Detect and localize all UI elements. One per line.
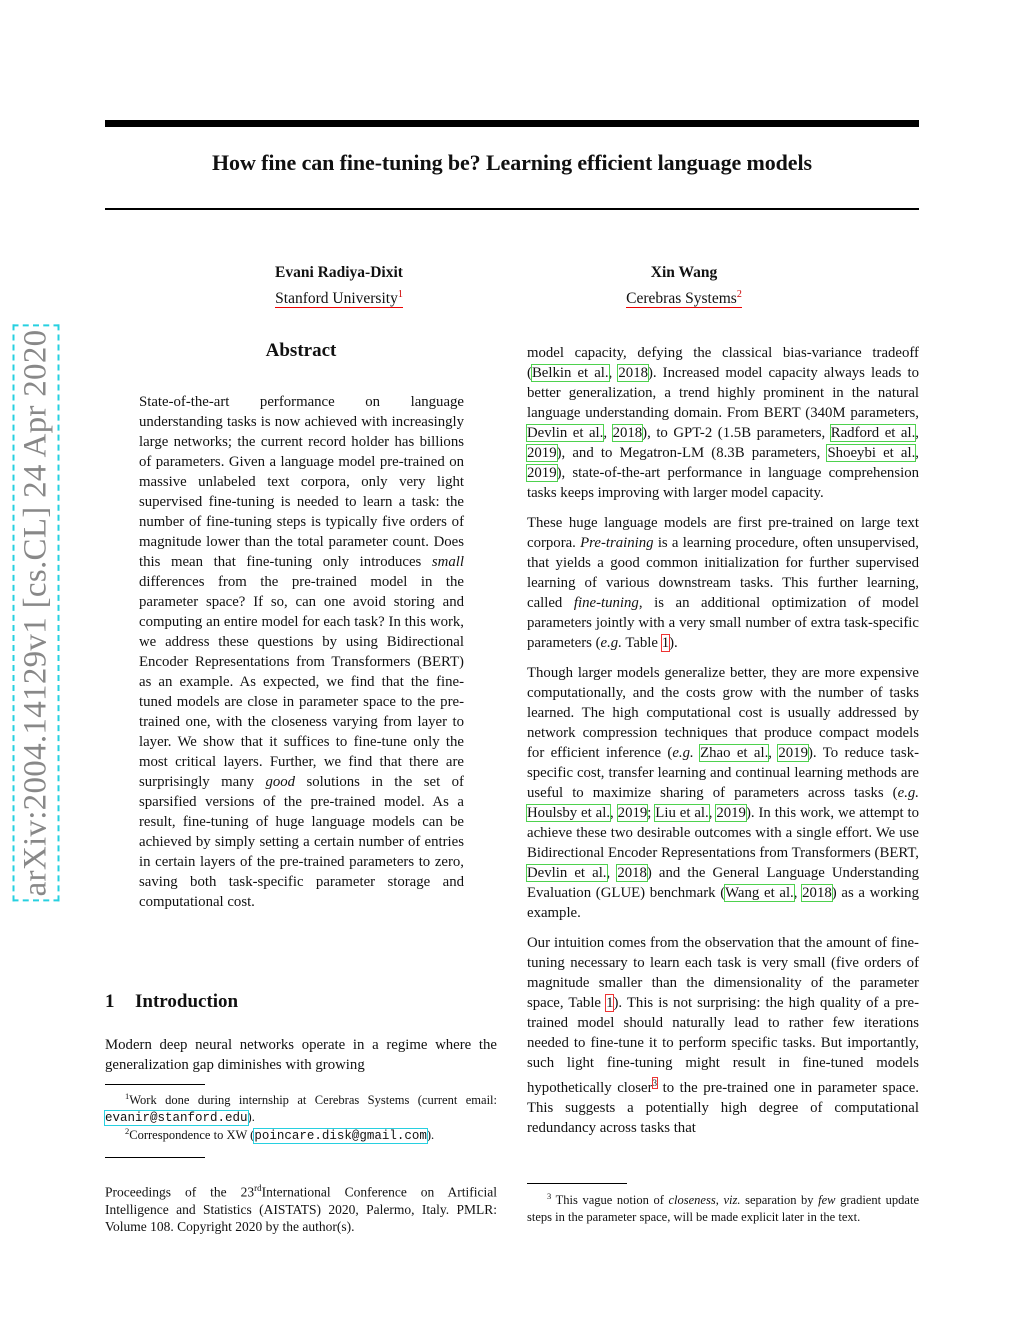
citation-liu[interactable]: Liu et al. (655, 805, 709, 821)
col2-paragraph-4: Our intuition comes from the observation that the amount of fine-tuning necessary to learn each task is very small (five orders of magnitude smaller than the dimensionality of the parameter space, Table 1). This is not surprising: the high quality of a pre-trained model should naturally lead to rather few iterations needed to fine-tune it to perform specific tasks. But importantly, such light fine-tuning might result in fine-tuned models hypothetically closer$^3$ to the pre-trained one in parameter space. This suggests a potentially high degree of computational redundancy across tasks that (527, 935, 919, 1136)
arxiv-sidebar (14, 318, 58, 908)
col2-paragraph-2: These huge language models are first pre-trained on large text corpora. Pre-training is a learning procedure, often unsupervised, that yields a good common initialization for further supervised learning of various downstream tasks. This further learning, called fine-tuning, is an additional optimization of model parameters jointly with a very small number of extra task-specific parameters (e.g. Table 1). (527, 515, 919, 651)
citation-wang[interactable]: Wang et al. (725, 885, 794, 901)
title-top-rule (105, 120, 919, 127)
citation-radford-year[interactable]: 2019 (527, 445, 557, 461)
footnote-3: $^3$ This vague notion of closeness, viz. separation by few gradient update steps in the parameter space, will be made explicit later in the text. (527, 1191, 919, 1225)
table-ref-1[interactable]: 1 (661, 635, 670, 651)
footnote-rule-3 (527, 1183, 627, 1184)
footnote-1: $^1$Work done during internship at Cerebras Systems (current email: evanir@stanford.edu). (105, 1091, 497, 1126)
citation-shoeybi[interactable]: Shoeybi et al. (827, 445, 916, 461)
footnote-2: $^2$Correspondence to XW (poincare.disk@gmail.com). (125, 1126, 435, 1144)
citation-zhao[interactable]: Zhao et al. (700, 745, 769, 761)
footnote-rule-2 (105, 1157, 205, 1158)
citation-belkin[interactable]: Belkin et al. (531, 365, 609, 381)
citation-zhao-year[interactable]: 2019 (778, 745, 808, 761)
citation-wang-year[interactable]: 2018 (802, 885, 832, 901)
author-1-affiliation-link[interactable]: Stanford University$^1$ (275, 289, 403, 308)
title-bottom-rule (105, 208, 919, 210)
table-ref-1b[interactable]: 1 (606, 995, 614, 1011)
citation-houlsby-year[interactable]: 2019 (617, 805, 648, 821)
citation-radford[interactable]: Radford et al. (830, 425, 916, 441)
intro-column-2 (527, 343, 919, 1148)
citation-devlin-2-year[interactable]: 2018 (617, 865, 647, 881)
author-2-affiliation-link[interactable]: Cerebras Systems$^2$ (626, 289, 742, 308)
arxiv-identifier-link[interactable]: arXiv:2004.14129v1 [cs.CL] 24 Apr 2020 (17, 329, 54, 897)
abstract-body: State-of-the-art performance on language understanding tasks is now achieved with increasingly large networks; the current record holder has billions of parameters. Given a language model pre-trained on massive unlabeled text corpora, only very light supervised fine-tuning is needed to learn a task: the number of fine-tuning steps is typically five orders of magnitude lower than the total parameter count. Does this mean that fine-tuning only introduces small differences from the pre-trained model in the parameter space? If so, can one avoid storing and computing an entire model for each task? In this work, we address these questions by using Bidirectional Encoder Representations from Transformers (BERT) as an example. As expected, we find that the fine-tuned models are close in parameter space to the pre-trained one, with the closeness varying from layer to layer. We show that it suffices to fine-tune only the most critical layers. Further, we find that there are surprisingly many good solutions in the set of sparsified versions of the pre-trained model. As a result, fine-tuning of huge language models can be achieved by simply setting a certain number of entries in certain layers of the pre-trained parameters to zero, saving both task-specific parameter storage and computational cost. (139, 394, 464, 910)
col2-paragraph-3: Though larger models generalize better, they are more expensive computationally, and the costs grow with the number of tasks learned. The high computational cost is usually addressed by network compression techniques that produce compact models for efficient inference (e.g. Zhao et al., 2019). To reduce task-specific cost, transfer learning and continual learning methods are useful to maximize sharing of parameters across tasks (e.g. Houlsby et al., 2019; Liu et al., 2019). In this work, we attempt to achieve these two desirable outcomes with a single effort. We use Bidirectional Encoder Representations from Transformers (BERT, Devlin et al., 2018) and the General Language Understanding Evaluation (GLUE) benchmark (Wang et al., 2018) as a working example. (527, 665, 920, 921)
citation-devlin-year[interactable]: 2018 (612, 425, 643, 441)
email-link-evanir[interactable]: evanir@stanford.edu (105, 1111, 248, 1126)
footnote-ref-3[interactable]: 3 (652, 1078, 658, 1088)
abstract-heading: Abstract (265, 340, 337, 361)
email-link-poincare[interactable]: poincare.disk@gmail.com (254, 1129, 427, 1144)
author-1-affiliation (239, 284, 439, 310)
paper-title: How fine can fine-tuning be? Learning efficient language models (212, 150, 812, 175)
author-1 (239, 262, 439, 310)
citation-devlin-2[interactable]: Devlin et al. (527, 865, 607, 881)
citation-devlin[interactable]: Devlin et al. (527, 425, 604, 441)
citation-liu-year[interactable]: 2019 (716, 805, 746, 821)
col2-paragraph-1: model capacity, defying the classical bias-variance tradeoff (Belkin et al., 2018). Increased model capacity always leads to better generalization, a trend highly prominent in the natural language understanding domain. From BERT (340M parameters, Devlin et al., 2018), to GPT-2 (1.5B parameters, Radford et al., 2019), and to Megatron-LM (8.3B parameters, Shoeybi et al., 2019), state-of-the-art performance in language comprehension tasks keeps improving with larger model capacity. (527, 345, 920, 501)
author-2-affiliation (584, 284, 784, 310)
author-1-name: Evani Radiya-Dixit (275, 264, 403, 281)
citation-houlsby[interactable]: Houlsby et al. (527, 805, 611, 821)
citation-shoeybi-year[interactable]: 2019 (527, 465, 557, 481)
proceedings-note: Proceedings of the 23rdInternational Conference on Artificial Intelligence and Statistics (AISTATS) 2020, Palermo, Italy. PMLR: Volume 108. Copyright 2020 by the author(s). (105, 1183, 497, 1234)
intro-column-1-text: Modern deep neural networks operate in a regime where the generalization gap diminishes with growing (105, 1037, 497, 1073)
author-2 (584, 262, 784, 310)
footnote-rule-1 (105, 1084, 205, 1085)
citation-belkin-year[interactable]: 2018 (618, 365, 648, 381)
section-heading-introduction: 1 Introduction (105, 991, 239, 1012)
author-2-name: Xin Wang (650, 264, 718, 281)
